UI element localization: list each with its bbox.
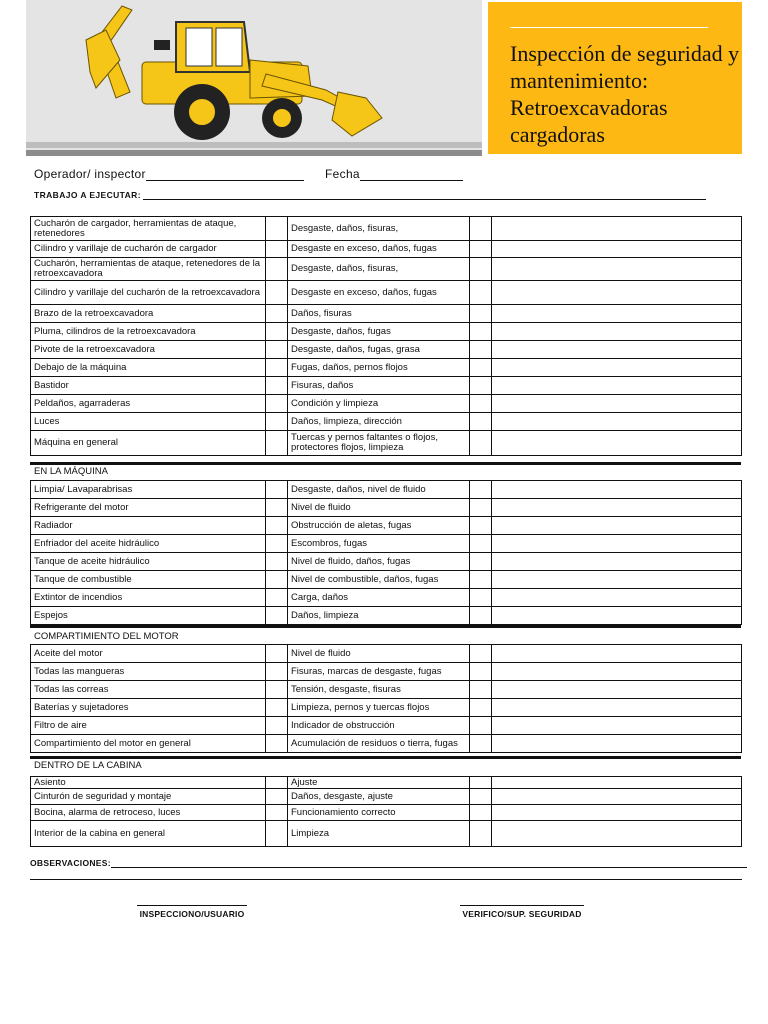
- item-cell: Baterías y sujetadores: [31, 699, 266, 717]
- item-cell: Asiento: [31, 777, 266, 789]
- item-cell: Tanque de combustible: [31, 571, 266, 589]
- check-checkbox[interactable]: [470, 499, 492, 517]
- check-checkbox[interactable]: [470, 395, 492, 413]
- checklist-table: [30, 216, 742, 456]
- item-checkbox[interactable]: [266, 395, 288, 413]
- table-row: [31, 805, 742, 821]
- item-cell: Filtro de aire: [31, 717, 266, 735]
- table-row: [31, 377, 742, 395]
- item-cell: Refrigerante del motor: [31, 499, 266, 517]
- item-checkbox[interactable]: [266, 645, 288, 663]
- checklist-table: [30, 776, 742, 847]
- table-row: [31, 395, 742, 413]
- notes-cell[interactable]: [492, 789, 742, 805]
- check-cell: Tensión, desgaste, fisuras: [288, 681, 470, 699]
- work-label: TRABAJO A EJECUTAR:: [34, 190, 141, 200]
- table-row: [31, 699, 742, 717]
- check-cell: Daños, fisuras: [288, 305, 470, 323]
- work-line: [34, 190, 706, 200]
- check-cell: Fisuras, daños: [288, 377, 470, 395]
- table-row: [31, 217, 742, 241]
- notes-cell[interactable]: [492, 571, 742, 589]
- item-cell: Bastidor: [31, 377, 266, 395]
- check-checkbox[interactable]: [470, 305, 492, 323]
- item-cell: Enfriador del aceite hidráulico: [31, 535, 266, 553]
- notes-cell[interactable]: [492, 589, 742, 607]
- notes-cell[interactable]: [492, 281, 742, 305]
- check-checkbox[interactable]: [470, 341, 492, 359]
- check-checkbox[interactable]: [470, 821, 492, 847]
- check-cell: Desgaste, daños, fisuras,: [288, 258, 470, 281]
- table-row: [31, 341, 742, 359]
- table-row: [31, 517, 742, 535]
- item-cell: Todas las mangueras: [31, 663, 266, 681]
- item-cell: Cilindro y varillaje de cucharón de cargador: [31, 241, 266, 258]
- notes-cell[interactable]: [492, 359, 742, 377]
- checklist-table: [30, 480, 742, 625]
- check-checkbox[interactable]: [470, 413, 492, 431]
- item-checkbox[interactable]: [266, 241, 288, 258]
- item-checkbox[interactable]: [266, 789, 288, 805]
- notes-cell[interactable]: [492, 777, 742, 789]
- check-cell: Daños, limpieza, dirección: [288, 413, 470, 431]
- notes-cell[interactable]: [492, 663, 742, 681]
- check-cell: Limpieza: [288, 821, 470, 847]
- notes-cell[interactable]: [492, 377, 742, 395]
- operator-field[interactable]: [146, 169, 304, 181]
- table-row: [31, 645, 742, 663]
- check-checkbox[interactable]: [470, 553, 492, 571]
- page-title: Inspección de seguridad y mantenimiento: Retroexcavadoras cargadoras: [510, 41, 740, 147]
- item-checkbox[interactable]: [266, 535, 288, 553]
- item-cell: Pivote de la retroexcavadora: [31, 341, 266, 359]
- notes-cell[interactable]: [492, 645, 742, 663]
- notes-cell[interactable]: [492, 413, 742, 431]
- notes-cell[interactable]: [492, 517, 742, 535]
- table-row: [31, 717, 742, 735]
- table-row: [31, 607, 742, 625]
- check-cell: Ajuste: [288, 777, 470, 789]
- notes-cell[interactable]: [492, 395, 742, 413]
- item-checkbox[interactable]: [266, 805, 288, 821]
- checklist-table: [30, 644, 742, 753]
- item-cell: Compartimiento del motor en general: [31, 735, 266, 753]
- item-checkbox[interactable]: [266, 735, 288, 753]
- item-cell: Cilindro y varillaje del cucharón de la retroexcavadora: [31, 281, 266, 305]
- title-rule: [510, 27, 708, 28]
- item-checkbox[interactable]: [266, 481, 288, 499]
- notes-cell[interactable]: [492, 323, 742, 341]
- notes-cell[interactable]: [492, 258, 742, 281]
- item-checkbox[interactable]: [266, 413, 288, 431]
- table-row: [31, 589, 742, 607]
- check-checkbox[interactable]: [470, 323, 492, 341]
- item-checkbox[interactable]: [266, 377, 288, 395]
- item-checkbox[interactable]: [266, 777, 288, 789]
- item-checkbox[interactable]: [266, 607, 288, 625]
- item-cell: Debajo de la máquina: [31, 359, 266, 377]
- notes-cell[interactable]: [492, 499, 742, 517]
- check-cell: Desgaste, daños, fisuras,: [288, 217, 470, 241]
- backhoe-icon: [26, 0, 482, 156]
- item-checkbox[interactable]: [266, 589, 288, 607]
- check-cell: Fugas, daños, pernos flojos: [288, 359, 470, 377]
- check-cell: Desgaste en exceso, daños, fugas: [288, 281, 470, 305]
- check-cell: Nivel de fluido: [288, 645, 470, 663]
- notes-cell[interactable]: [492, 305, 742, 323]
- table-row: [31, 777, 742, 789]
- item-cell: Bocina, alarma de retroceso, luces: [31, 805, 266, 821]
- item-cell: Aceite del motor: [31, 645, 266, 663]
- item-checkbox[interactable]: [266, 431, 288, 456]
- check-checkbox[interactable]: [470, 805, 492, 821]
- title-panel: [488, 2, 742, 154]
- date-label: Fecha: [325, 167, 360, 181]
- check-checkbox[interactable]: [470, 258, 492, 281]
- check-cell: Fisuras, marcas de desgaste, fugas: [288, 663, 470, 681]
- check-cell: Indicador de obstrucción: [288, 717, 470, 735]
- check-cell: Daños, desgaste, ajuste: [288, 789, 470, 805]
- check-checkbox[interactable]: [470, 735, 492, 753]
- item-checkbox[interactable]: [266, 281, 288, 305]
- signature-supervisor: VERIFICO/SUP. SEGURIDAD: [460, 905, 584, 919]
- check-checkbox[interactable]: [470, 431, 492, 456]
- table-row: [31, 553, 742, 571]
- notes-cell[interactable]: [492, 341, 742, 359]
- section-heading: EN LA MÁQUINA: [34, 466, 108, 477]
- check-cell: Desgaste en exceso, daños, fugas: [288, 241, 470, 258]
- item-checkbox[interactable]: [266, 258, 288, 281]
- check-cell: Desgaste, daños, fugas, grasa: [288, 341, 470, 359]
- item-cell: Extintor de incendios: [31, 589, 266, 607]
- item-cell: Luces: [31, 413, 266, 431]
- item-checkbox[interactable]: [266, 571, 288, 589]
- check-checkbox[interactable]: [470, 699, 492, 717]
- item-checkbox[interactable]: [266, 821, 288, 847]
- operator-date-line: [34, 167, 463, 181]
- observations-field[interactable]: [111, 858, 747, 868]
- section-heading: DENTRO DE LA CABINA: [34, 760, 142, 771]
- backhoe-loader-illustration: [26, 0, 482, 156]
- item-checkbox[interactable]: [266, 341, 288, 359]
- table-row: [31, 821, 742, 847]
- notes-cell[interactable]: [492, 535, 742, 553]
- item-cell: Cinturón de seguridad y montaje: [31, 789, 266, 805]
- check-checkbox[interactable]: [470, 789, 492, 805]
- item-checkbox[interactable]: [266, 499, 288, 517]
- check-checkbox[interactable]: [470, 281, 492, 305]
- item-checkbox[interactable]: [266, 305, 288, 323]
- section-divider: [30, 756, 741, 759]
- check-checkbox[interactable]: [470, 481, 492, 499]
- table-row: [31, 789, 742, 805]
- observations-line: [30, 858, 747, 868]
- date-field[interactable]: [360, 169, 463, 181]
- item-cell: Cucharón, herramientas de ataque, retenedores de la retroexcavadora: [31, 258, 266, 281]
- check-checkbox[interactable]: [470, 589, 492, 607]
- item-cell: Interior de la cabina en general: [31, 821, 266, 847]
- section-heading: COMPARTIMIENTO DEL MOTOR: [34, 631, 179, 642]
- item-cell: Cucharón de cargador, herramientas de ataque, retenedores: [31, 217, 266, 241]
- item-cell: Máquina en general: [31, 431, 266, 456]
- check-checkbox[interactable]: [470, 377, 492, 395]
- table-row: [31, 535, 742, 553]
- check-cell: Daños, limpieza: [288, 607, 470, 625]
- operator-label: Operador/ inspector: [34, 167, 146, 181]
- item-cell: Brazo de la retroexcavadora: [31, 305, 266, 323]
- check-cell: Obstrucción de aletas, fugas: [288, 517, 470, 535]
- check-cell: Condición y limpieza: [288, 395, 470, 413]
- table-row: [31, 281, 742, 305]
- check-cell: Escombros, fugas: [288, 535, 470, 553]
- check-cell: Tuercas y pernos faltantes o flojos, protectores flojos, limpieza: [288, 431, 470, 456]
- item-cell: Espejos: [31, 607, 266, 625]
- table-row: [31, 258, 742, 281]
- table-row: [31, 663, 742, 681]
- check-checkbox[interactable]: [470, 717, 492, 735]
- check-cell: Funcionamiento correcto: [288, 805, 470, 821]
- check-checkbox[interactable]: [470, 571, 492, 589]
- check-checkbox[interactable]: [470, 217, 492, 241]
- notes-cell[interactable]: [492, 681, 742, 699]
- notes-cell[interactable]: [492, 431, 742, 456]
- section-divider: [30, 625, 741, 628]
- signature-inspector: INSPECCIONO/USUARIO: [137, 905, 247, 919]
- observations-label: OBSERVACIONES:: [30, 858, 111, 868]
- item-cell: Todas las correas: [31, 681, 266, 699]
- item-cell: Limpia/ Lavaparabrisas: [31, 481, 266, 499]
- check-checkbox[interactable]: [470, 663, 492, 681]
- section-divider: [30, 462, 741, 465]
- check-cell: Acumulación de residuos o tierra, fugas: [288, 735, 470, 753]
- table-row: [31, 305, 742, 323]
- item-cell: Pluma, cilindros de la retroexcavadora: [31, 323, 266, 341]
- observations-line-2[interactable]: [30, 879, 742, 880]
- table-row: [31, 323, 742, 341]
- table-row: [31, 359, 742, 377]
- check-cell: Limpieza, pernos y tuercas flojos: [288, 699, 470, 717]
- check-checkbox[interactable]: [470, 241, 492, 258]
- notes-cell[interactable]: [492, 717, 742, 735]
- table-row: [31, 571, 742, 589]
- check-cell: Nivel de fluido: [288, 499, 470, 517]
- table-row: [31, 735, 742, 753]
- check-checkbox[interactable]: [470, 607, 492, 625]
- check-checkbox[interactable]: [470, 535, 492, 553]
- check-cell: Nivel de fluido, daños, fugas: [288, 553, 470, 571]
- check-checkbox[interactable]: [470, 517, 492, 535]
- table-row: [31, 481, 742, 499]
- check-checkbox[interactable]: [470, 645, 492, 663]
- item-checkbox[interactable]: [266, 699, 288, 717]
- work-field[interactable]: [143, 190, 706, 200]
- check-cell: Desgaste, daños, fugas: [288, 323, 470, 341]
- check-checkbox[interactable]: [470, 359, 492, 377]
- item-checkbox[interactable]: [266, 553, 288, 571]
- item-checkbox[interactable]: [266, 517, 288, 535]
- table-row: [31, 499, 742, 517]
- table-row: [31, 681, 742, 699]
- notes-cell[interactable]: [492, 241, 742, 258]
- notes-cell[interactable]: [492, 805, 742, 821]
- table-row: [31, 413, 742, 431]
- item-checkbox[interactable]: [266, 217, 288, 241]
- item-cell: Peldaños, agarraderas: [31, 395, 266, 413]
- notes-cell[interactable]: [492, 481, 742, 499]
- notes-cell[interactable]: [492, 821, 742, 847]
- table-row: [31, 431, 742, 456]
- table-row: [31, 241, 742, 258]
- check-cell: Nivel de combustible, daños, fugas: [288, 571, 470, 589]
- notes-cell[interactable]: [492, 607, 742, 625]
- check-cell: Desgaste, daños, nivel de fluido: [288, 481, 470, 499]
- item-cell: Radiador: [31, 517, 266, 535]
- item-checkbox[interactable]: [266, 359, 288, 377]
- check-checkbox[interactable]: [470, 681, 492, 699]
- notes-cell[interactable]: [492, 699, 742, 717]
- notes-cell[interactable]: [492, 217, 742, 241]
- check-cell: Carga, daños: [288, 589, 470, 607]
- notes-cell[interactable]: [492, 735, 742, 753]
- item-checkbox[interactable]: [266, 323, 288, 341]
- item-checkbox[interactable]: [266, 717, 288, 735]
- item-checkbox[interactable]: [266, 681, 288, 699]
- item-cell: Tanque de aceite hidráulico: [31, 553, 266, 571]
- notes-cell[interactable]: [492, 553, 742, 571]
- item-checkbox[interactable]: [266, 663, 288, 681]
- check-checkbox[interactable]: [470, 777, 492, 789]
